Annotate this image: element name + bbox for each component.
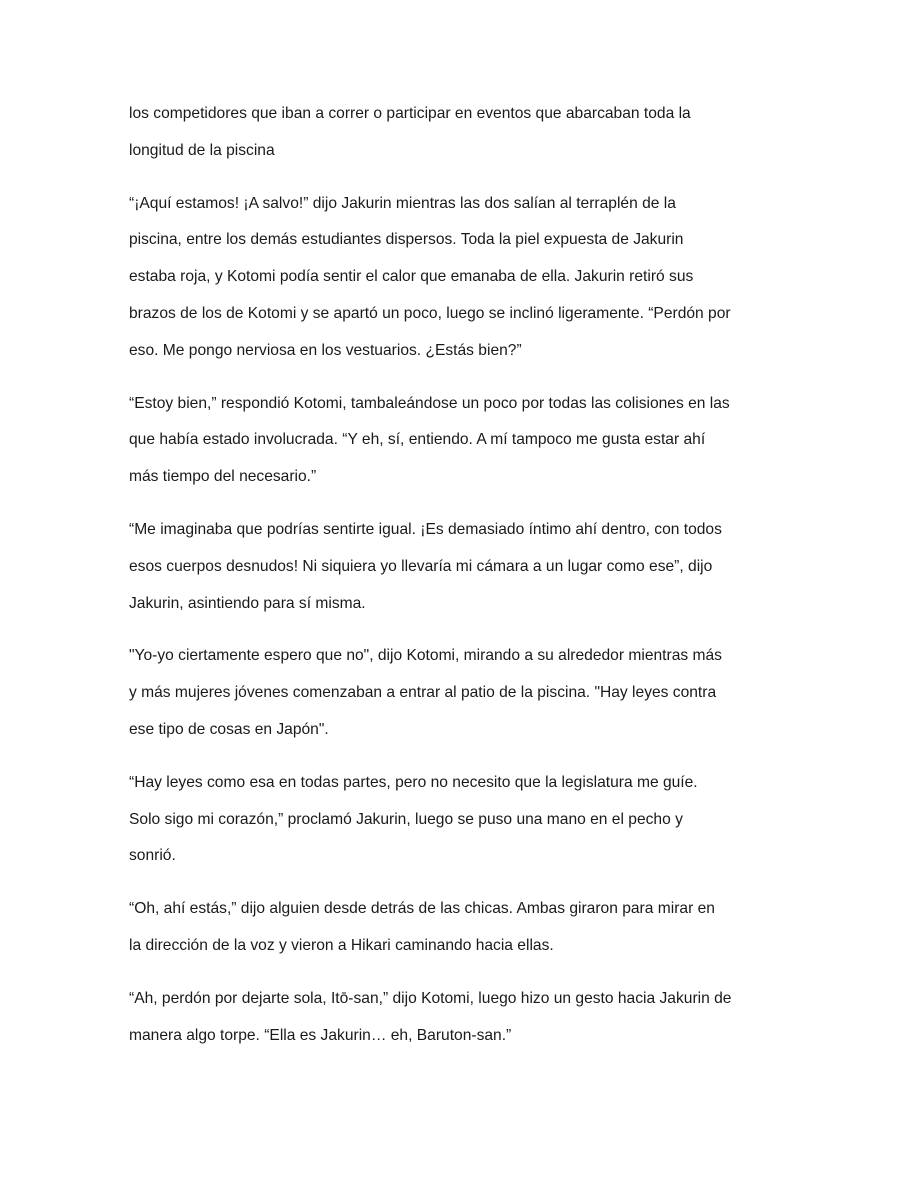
text-line: y más mujeres jóvenes comenzaban a entrar al patio de la piscina. "Hay leyes contra	[129, 684, 717, 702]
text-line: “Hay leyes como esa en todas partes, pero no necesito que la legislatura me guíe.	[129, 773, 698, 791]
paragraph	[129, 512, 779, 622]
text-line: Solo sigo mi corazón,” proclamó Jakurin, luego se puso una mano en el pecho y	[129, 810, 683, 828]
text-line: eso. Me pongo nerviosa en los vestuarios. ¿Estás bien?”	[129, 341, 522, 359]
text-line: “Ah, perdón por dejarte sola, Itō-san,” dijo Kotomi, luego hizo un gesto hacia Jakurin de	[129, 989, 732, 1007]
text-line: manera algo torpe. “Ella es Jakurin… eh, Baruton-san.”	[129, 1026, 512, 1044]
text-line: “Estoy bien,” respondió Kotomi, tambaleándose un poco por todas las colisiones en las	[129, 394, 730, 412]
text-line: “Oh, ahí estás,” dijo alguien desde detrás de las chicas. Ambas giraron para mirar en	[129, 900, 715, 918]
text-line: “Me imaginaba que podrías sentirte igual. ¡Es demasiado íntimo ahí dentro, con todos	[129, 520, 722, 538]
paragraph	[129, 765, 779, 875]
text-line: la dirección de la voz y vieron a Hikari caminando hacia ellas.	[129, 936, 554, 954]
text-line: Jakurin, asintiendo para sí misma.	[129, 594, 366, 612]
text-line: estaba roja, y Kotomi podía sentir el calor que emanaba de ella. Jakurin retiró sus	[129, 268, 694, 286]
text-line: longitud de la piscina	[129, 141, 275, 159]
text-line: ese tipo de cosas en Japón".	[129, 720, 329, 738]
text-line: los competidores que iban a correr o participar en eventos que abarcaban toda la	[129, 105, 691, 122]
text-line: “¡Aquí estamos! ¡A salvo!” dijo Jakurin mientras las dos salían al terraplén de la	[129, 194, 676, 212]
text-line: brazos de los de Kotomi y se apartó un poco, luego se inclinó ligeramente. “Perdón por	[129, 304, 731, 322]
body-text	[129, 96, 779, 1070]
text-line: piscina, entre los demás estudiantes dispersos. Toda la piel expuesta de Jakurin	[129, 231, 684, 249]
paragraph	[129, 386, 779, 496]
text-line: esos cuerpos desnudos! Ni siquiera yo llevaría mi cámara a un lugar como ese”, dijo	[129, 557, 713, 575]
text-line: sonrió.	[129, 847, 176, 865]
text-line: que había estado involucrada. “Y eh, sí, entiendo. A mí tampoco me gusta estar ahí	[129, 431, 706, 449]
paragraph	[129, 186, 779, 370]
paragraph	[129, 96, 779, 170]
paragraph	[129, 891, 779, 965]
text-line: "Yo-yo ciertamente espero que no", dijo Kotomi, mirando a su alrededor mientras más	[129, 647, 722, 665]
paragraph	[129, 638, 779, 748]
paragraph	[129, 981, 779, 1055]
text-line: más tiempo del necesario.”	[129, 468, 317, 486]
